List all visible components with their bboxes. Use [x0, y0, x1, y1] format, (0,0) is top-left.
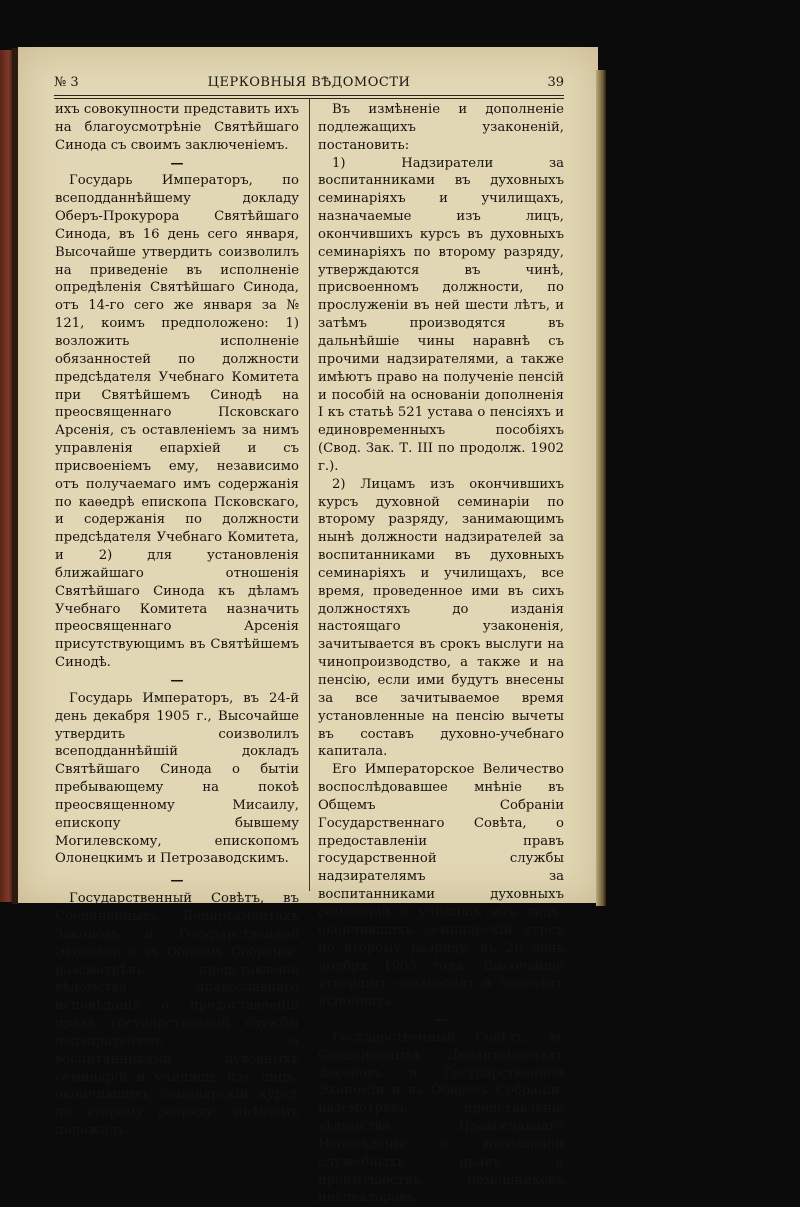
paragraph: Государственный Совѣтъ, въ Соединенныхъ Департаментахъ Законовъ и Государственной Экономіи и въ Общемъ Собраніи, разсмотрѣвъ представленіе вѣдомства Православнаго Исповѣданія о возвышеніи служебныхъ правъ и преимуществъ помощниковъ инспекторовъ [318, 1029, 564, 1206]
page-number: 39 [547, 75, 564, 90]
paragraph: 1) Надзиратели за воспитанниками въ духовныхъ семинаріяхъ и училищахъ, назначаемые изъ лицъ, окончившихъ курсъ въ духовныхъ семинаріяхъ по второму разряду, утверждаются въ чинѣ, присвоенномъ должности, по прослуженіи въ ней шести лѣтъ, и затѣмъ производятся въ дальнѣйшіе чины наравнѣ съ прочими надзирателями, а также имѣютъ право на полученіе пенсій и пособій на основаніи дополненія I къ статьѣ 521 устава о пенсіяхъ и единовременныхъ пособіяхъ (Свод. Зак. Т. III по продолж. 1902 г.). [318, 155, 564, 474]
section-separator: — [170, 673, 184, 688]
document-page [18, 47, 598, 1206]
paragraph: Его Императорское Величество воспослѣдовавшее мнѣніе въ Общемъ Собраніи Государственнаго Совѣта, о предоставленіи правъ государственной службы надзирателямъ за воспитанниками духовныхъ семинарій и училищъ изъ лицъ, окончившихъ семинарскій курсъ по второму разряду, въ 28 день ноября 1905 года, Высочайше утвердить соизволилъ и повелѣлъ исполнить: [318, 762, 564, 1010]
running-header [54, 75, 564, 95]
paragraph: 2) Лицамъ изъ окончившихъ курсъ духовной семинаріи по второму разряду, занимающимъ нынѣ должности надзирателей за воспитанниками въ духовныхъ семинаріяхъ и училищахъ, все время, проведенное ими въ сихъ должностяхъ до изданія настоящаго узаконенія, зачитывается въ срокъ выслуги на чинопроизводство, а также и на пенсію, если ими будутъ внесены за все зачитываемое время установленные на пенсію вычеты въ составъ духовно-учебнаго капитала. [318, 476, 564, 760]
paragraph: Государь Императоръ, по всеподданнѣйшему докладу Оберъ-Прокурора Святѣйшаго Синода, въ 16 день сего января, Высочайше утвердить соизволилъ на приведеніе въ исполненіе опредѣленія Святѣйшаго Синода, отъ 14-го сего же января за № 121, коимъ предположено: 1) возложить исполненіе обязанностей по должности предсѣдателя Учебнаго Комитета при Святѣйшемъ Синодѣ на преосвященнаго Псковскаго Арсенія, съ оставленіемъ за нимъ управленія епархіей и съ присвоеніемъ ему, независимо отъ получаемаго имъ содержанія по каѳедрѣ епископа Псковскаго, и содержанія по должности предсѣдателя Учебнаго Комитета, и 2) для установленія ближайшаго отношенія Святѣйшаго Синода къ дѣламъ Учебнаго Комитета назначить преосвященнаго Арсенія присутствующимъ въ Святѣйшемъ Синодѣ. [55, 173, 299, 671]
issue-number: № 3 [54, 75, 79, 90]
paragraph: Въ измѣненіе и дополненіе подлежащихъ узаконеній, постановить: [318, 102, 564, 153]
paragraph: ихъ совокупности представить ихъ на благоусмотрѣніе Святѣйшаго Синода съ своимъ заключеніемъ. [55, 102, 299, 153]
left-column [55, 101, 299, 1140]
section-separator: — [170, 873, 184, 889]
journal-title: ЦЕРКОВНЫЯ ВѢДОМОСТИ [207, 75, 411, 90]
section-separator: — [434, 1012, 448, 1028]
paragraph: Государственный Совѣтъ, въ Соединенныхъ Департаментахъ Законовъ и Государственной Экономіи и въ Общемъ Собраніи, разсмотрѣвъ представленіе вѣдомства православнаго исповѣданія о предоставленіи правъ государственной службы надзирателямъ за воспитанниками духовныхъ семинарій и училищъ изъ лицъ, окончившихъ семинарскій курсъ по второму разряду, мнѣніемъ положилъ: [55, 891, 299, 1139]
page-stack-edge [596, 70, 606, 906]
right-column [318, 101, 564, 1207]
paragraph: Государь Императоръ, въ 24-й день декабря 1905 г., Высочайше утвердить соизволилъ всеподданнѣйшій докладъ Святѣйшаго Синода о бытіи пребывающему на покоѣ преосвященному Мисаилу, епископу бывшему Могилевскому, епископомъ Олонецкимъ и Петрозаводскимъ. [55, 690, 299, 867]
column-divider [309, 99, 310, 891]
section-separator: — [170, 155, 184, 171]
